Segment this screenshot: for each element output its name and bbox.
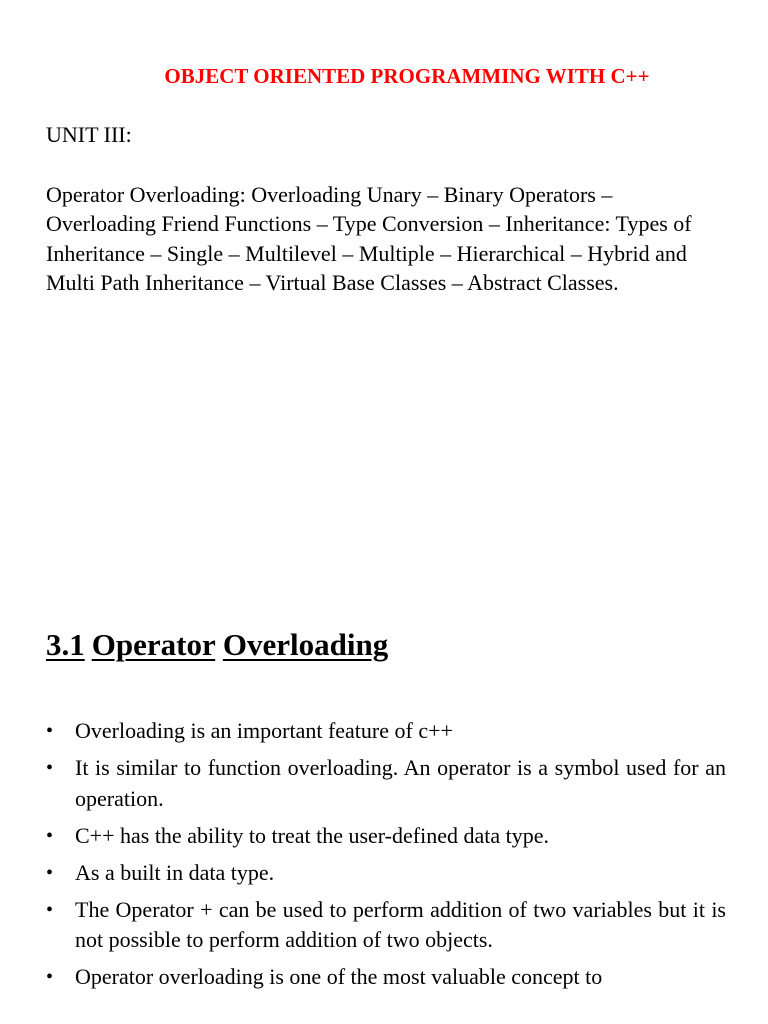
bullet-icon: • [46, 898, 54, 921]
bullet-icon: • [46, 824, 54, 847]
bullet-list [46, 716, 726, 999]
list-item-text: C++ has the ability to treat the user-defined data type. [75, 822, 549, 848]
unit-label: UNIT III: [46, 122, 132, 147]
list-item-text: Overloading is an important feature of c++ [75, 718, 453, 743]
list-item [46, 821, 726, 852]
list-item-text: It is similar to function overloading. An operator is a symbol used for an operation. [75, 755, 726, 811]
list-item-text: The Operator + can be used to perform addition of two variables but it is not possible to perform addition of two objects. [75, 896, 726, 952]
list-item [46, 962, 726, 993]
list-item [46, 716, 726, 747]
list-item [46, 753, 726, 814]
section-title-word-overloading: Overloading [222, 627, 389, 662]
bullet-icon: • [46, 966, 54, 988]
list-item-text: As a built in data type. [75, 859, 275, 885]
section-title-word-operator: Operator [91, 627, 216, 662]
list-item [46, 858, 726, 889]
bullet-icon: • [46, 861, 54, 884]
bullet-icon: • [46, 720, 54, 742]
document-title: OBJECT ORIENTED PROGRAMMING WITH C++ [164, 64, 650, 88]
syllabus-paragraph: Operator Overloading: Overloading Unary – Binary Operators – Overloading Friend Functions – Type Conversion – Inheritance: Types of Inheritance – Single – Multilevel – Multiple – Hierarchical – Hybrid and Multi Path Inheritance – Virtual Base Classes – Abstract Classes. [46, 182, 692, 295]
list-item-text: Operator overloading is one of the most valuable concept to [75, 964, 603, 989]
bullet-icon: • [46, 757, 54, 779]
section-number: 3.1 [46, 627, 85, 662]
list-item [46, 895, 726, 956]
section-heading [46, 627, 388, 663]
